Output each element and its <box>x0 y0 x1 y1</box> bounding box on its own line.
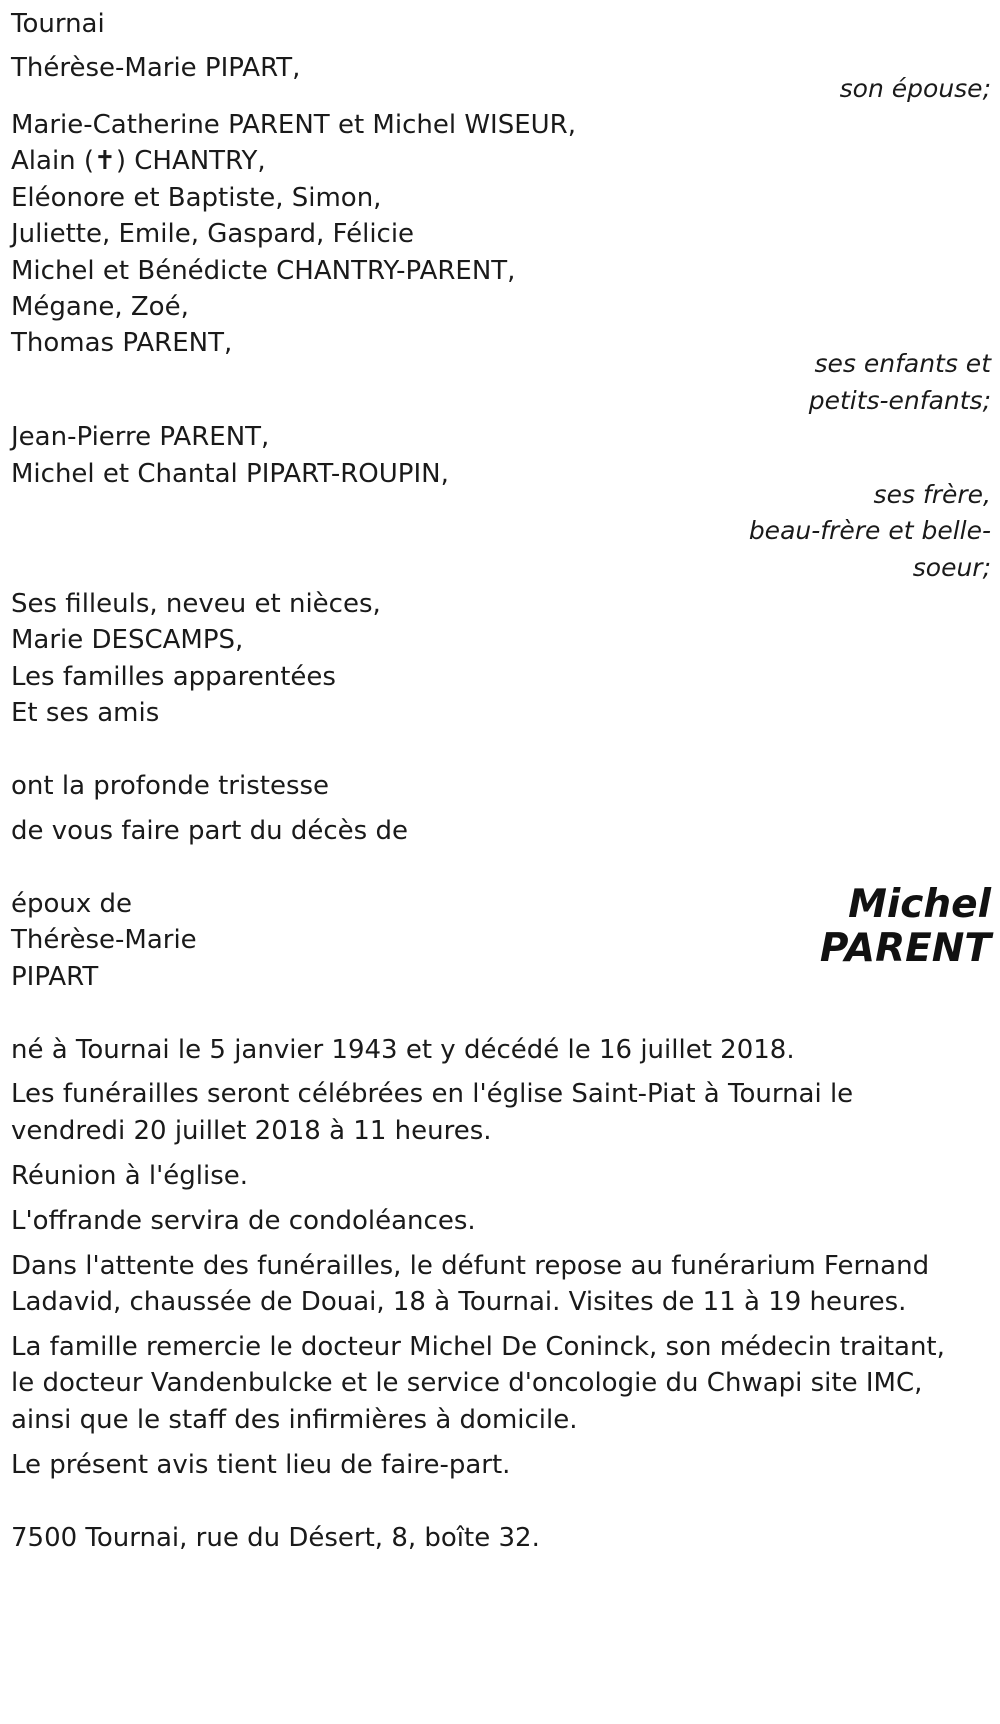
announcement-line-2: de vous faire part du décès de <box>11 816 408 846</box>
thanks-line-1: La famille remercie le docteur Michel De Coninck, son médecin traitant, <box>11 1332 945 1362</box>
siblings-role-line-3: soeur; <box>912 553 991 582</box>
sibling-line-2: Michel et Chantal PIPART-ROUPIN, <box>11 459 449 489</box>
address-line: 7500 Tournai, rue du Désert, 8, boîte 32. <box>11 1523 540 1553</box>
child-line-1: Marie-Catherine PARENT et Michel WISEUR, <box>11 110 576 140</box>
child-line-7: Thomas PARENT, <box>11 328 233 358</box>
child-line-3: Eléonore et Baptiste, Simon, <box>11 183 382 213</box>
child-line-2: Alain (✝) CHANTRY, <box>11 146 266 176</box>
deceased-first-name: Michel <box>848 882 991 927</box>
children-role-line-2: petits-enfants; <box>808 386 991 415</box>
thanks-line-2: le docteur Vandenbulcke et le service d'oncologie du Chwapi site IMC, <box>11 1368 923 1398</box>
child-line-5: Michel et Bénédicte CHANTRY-PARENT, <box>11 256 516 286</box>
others-line-1: Ses filleuls, neveu et nièces, <box>11 589 381 619</box>
spouse-of-line-2: Thérèse-Marie <box>11 925 197 955</box>
birth-death-line: né à Tournai le 5 janvier 1943 et y décédé le 16 juillet 2018. <box>11 1035 795 1065</box>
deceased-last-name: PARENT <box>819 926 991 971</box>
spouse-of-line-1: époux de <box>11 889 133 919</box>
spouse-of-line-3: PIPART <box>11 962 99 992</box>
notice-line: Le présent avis tient lieu de faire-part. <box>11 1450 511 1480</box>
siblings-role-line-2: beau-frère et belle- <box>748 516 991 545</box>
children-role-line-1: ses enfants et <box>814 349 991 378</box>
siblings-role-line-1: ses frère, <box>873 480 991 509</box>
offering-line: L'offrande servira de condoléances. <box>11 1206 476 1236</box>
spouse-name: Thérèse-Marie PIPART, <box>11 53 301 83</box>
funeral-line-2: vendredi 20 juillet 2018 à 11 heures. <box>11 1116 492 1146</box>
spouse-role: son épouse; <box>839 74 991 103</box>
repose-line-1: Dans l'attente des funérailles, le défunt repose au funérarium Fernand <box>11 1251 930 1281</box>
others-line-3: Les familles apparentées <box>11 662 336 692</box>
thanks-line-3: ainsi que le staff des infirmières à domicile. <box>11 1405 578 1435</box>
others-line-4: Et ses amis <box>11 698 160 728</box>
child-line-4: Juliette, Emile, Gaspard, Félicie <box>11 219 415 249</box>
repose-line-2: Ladavid, chaussée de Douai, 18 à Tournai. Visites de 11 à 19 heures. <box>11 1287 907 1317</box>
child-line-6: Mégane, Zoé, <box>11 292 189 322</box>
others-line-2: Marie DESCAMPS, <box>11 625 244 655</box>
city-header: Tournai <box>11 9 105 39</box>
reunion-line: Réunion à l'église. <box>11 1161 249 1191</box>
funeral-line-1: Les funérailles seront célébrées en l'église Saint-Piat à Tournai le <box>11 1079 854 1109</box>
sibling-line-1: Jean-Pierre PARENT, <box>11 422 270 452</box>
announcement-line-1: ont la profonde tristesse <box>11 771 330 801</box>
